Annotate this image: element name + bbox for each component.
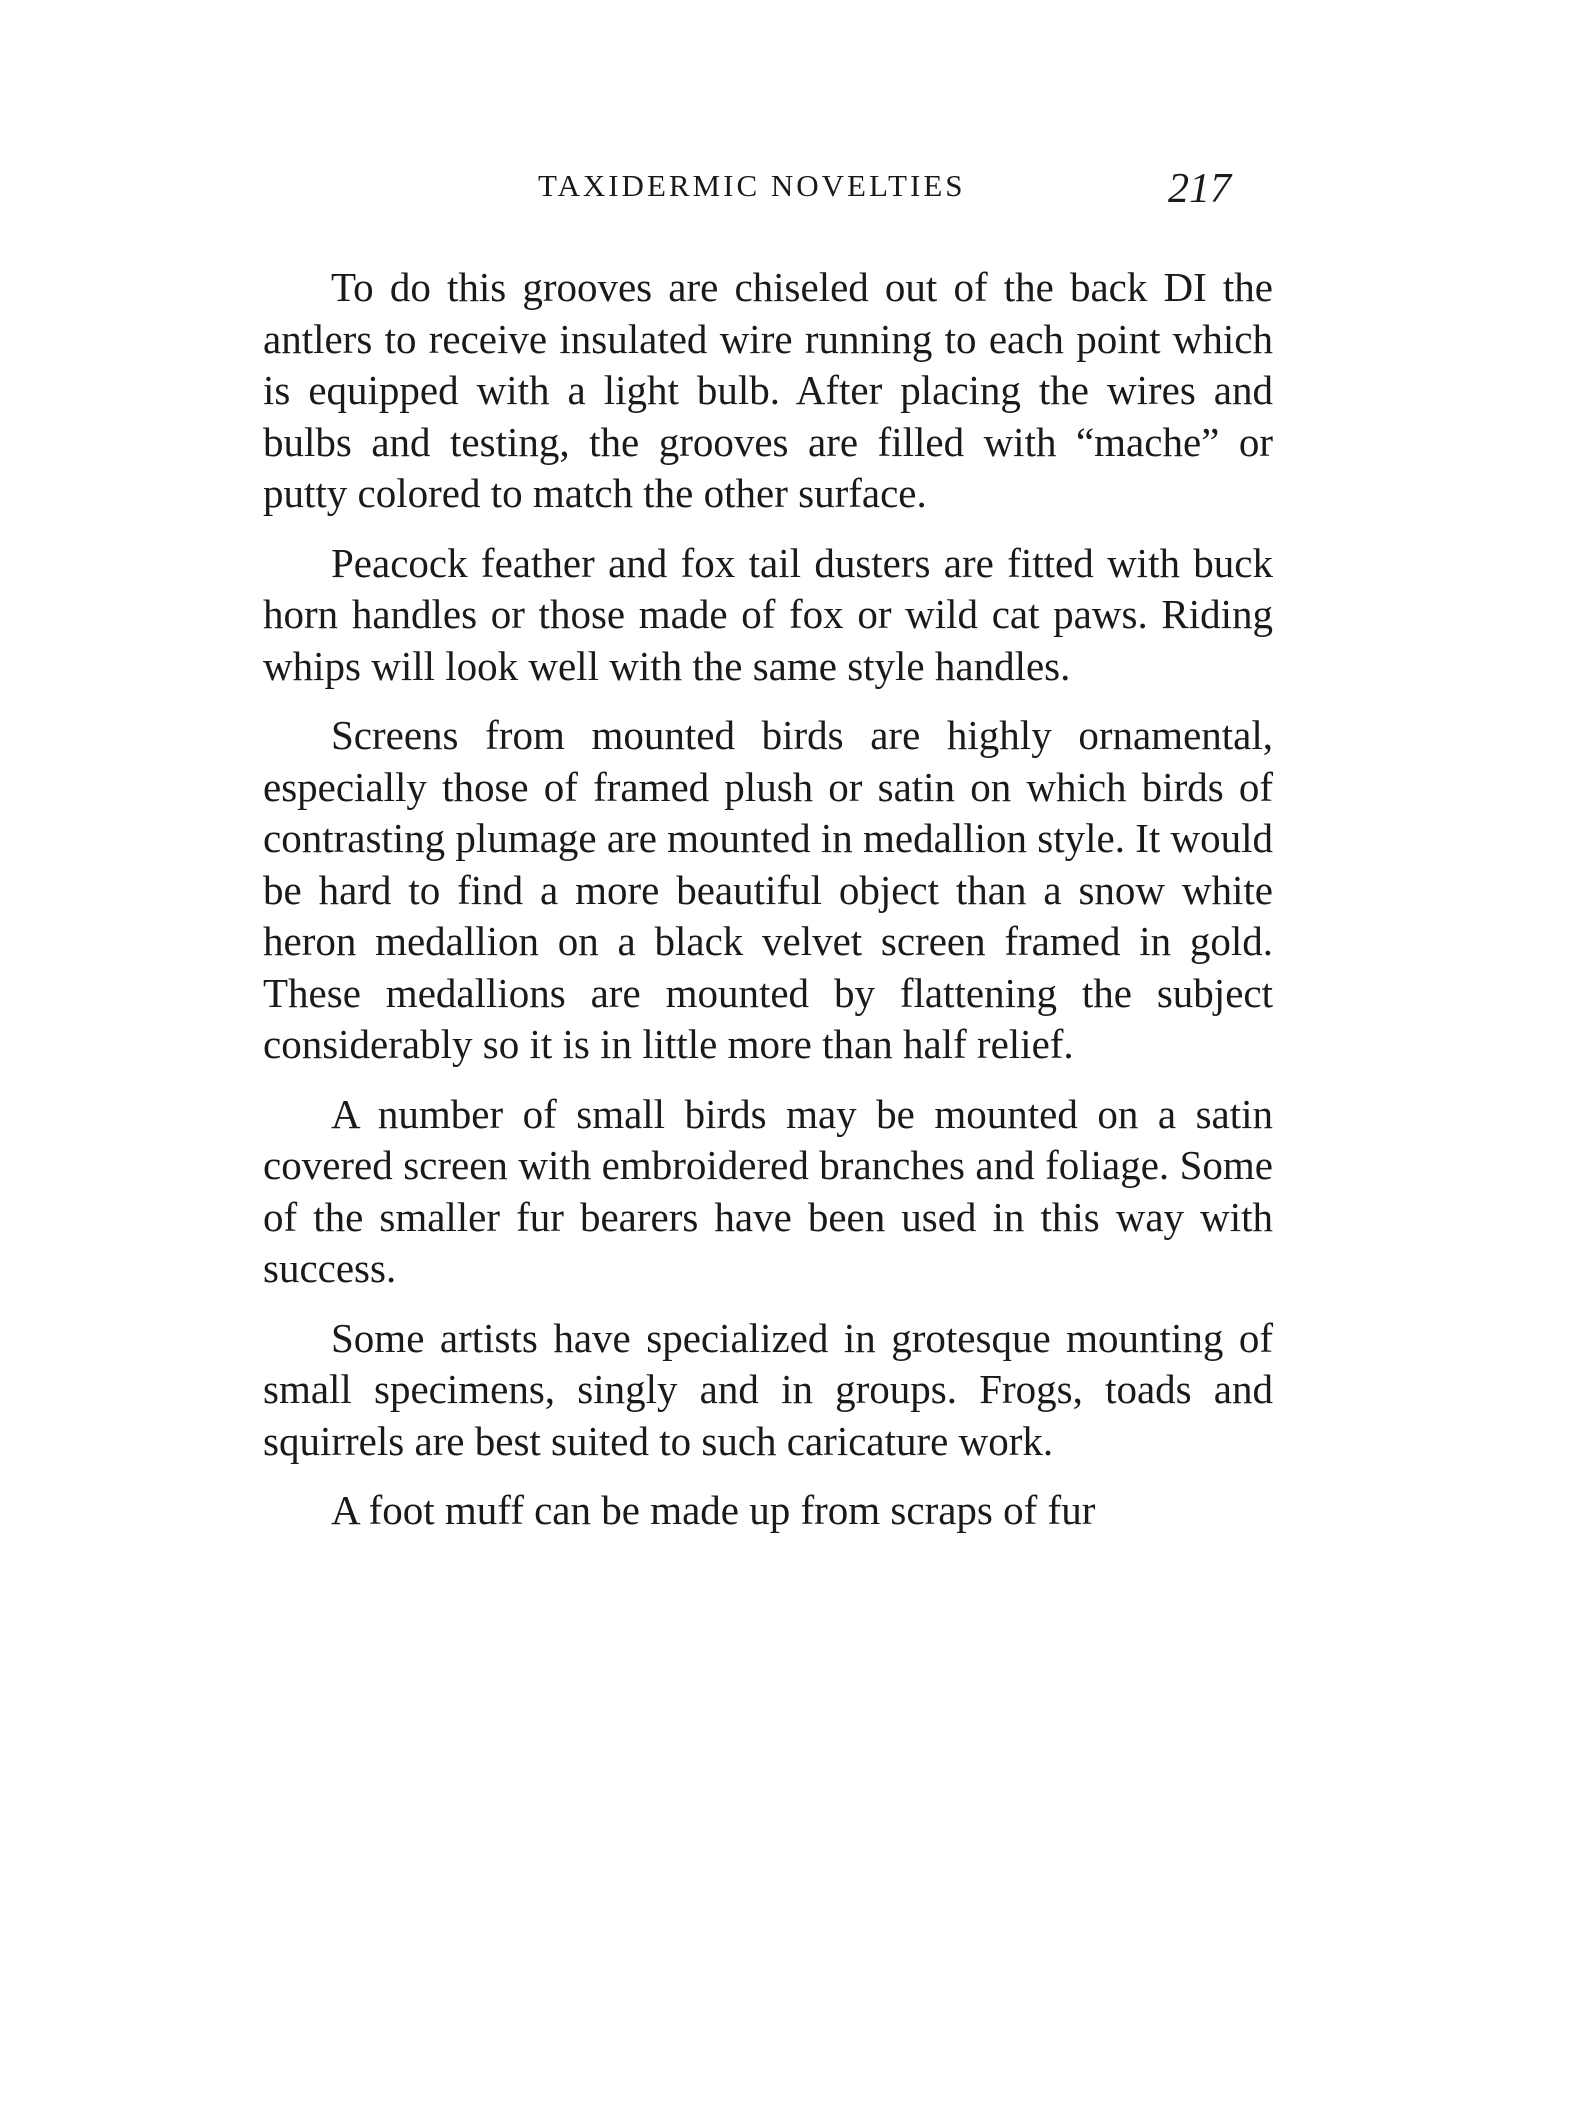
paragraph-1: To do this grooves are chiseled out of the back DI the antlers to receive insulated wire running to each point which is equipped with a light bulb. After placing the wires and bulbs and testing, the grooves are filled with “mache” or putty colored to match the other surface. — [263, 264, 1273, 516]
running-head: TAXIDERMIC NOVELTIES — [538, 168, 966, 203]
paragraph-4: A number of small birds may be mounted on a satin covered screen with embroidered branches and foliage. Some of the smaller fur bearers have been used in this way with success. — [263, 1090, 1273, 1291]
body-text — [263, 262, 1273, 1555]
paragraph-2: Peacock feather and fox tail dusters are fitted with buck horn handles or those made of fox or wild cat paws. Riding whips will look well with the same style handles. — [263, 539, 1273, 689]
paragraph-6: A foot muff can be made up from scraps of fur — [331, 1487, 1096, 1533]
paragraph-3: Screens from mounted birds are highly ornamental, especially those of framed plush or satin on which birds of contrasting plumage are mounted in medallion style. It would be hard to find a more beautiful object than a snow white heron medallion on a black velvet screen framed in gold. These medallions are mounted by flattening the subject considerably so it is in little more than half relief. — [263, 712, 1273, 1067]
page-number: 217 — [1168, 166, 1231, 212]
paragraph-5: Some artists have specialized in grotesque mounting of small specimens, singly and in groups. Frogs, toads and squirrels are best suited to such caricature work. — [263, 1314, 1273, 1464]
